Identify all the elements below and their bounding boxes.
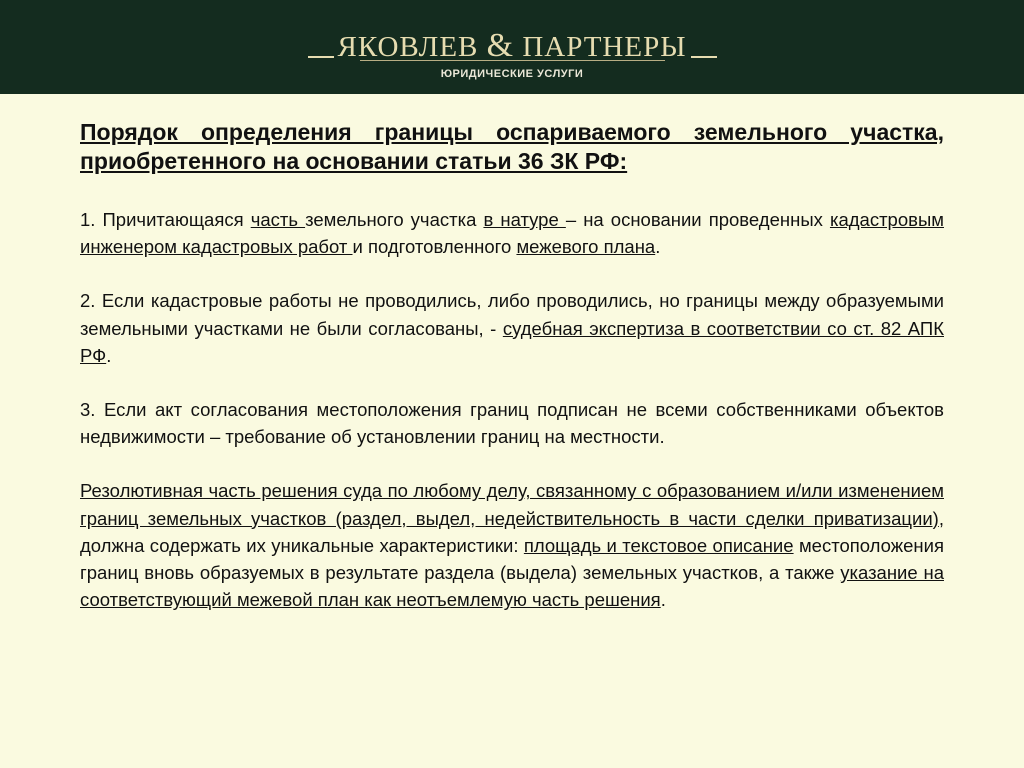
- p1-text-3: – на основании проведенных: [565, 209, 830, 230]
- paragraph-1: [80, 206, 944, 260]
- p3-text-1: 3. Если акт согласования местоположения границ подписан не всеми собственниками объектов недвижимости – требование об установлении границ на местности.: [80, 399, 944, 448]
- p4-text-2: местоположения границ вновь образуемых в результате раздела (выдела) земельных участков, а также: [80, 534, 944, 584]
- brand-subtitle: ЮРИДИЧЕСКИЕ УСЛУГИ: [440, 68, 584, 80]
- p2-underline-1: судебная экспертиза в соответствии со ст. 82 АПК РФ: [80, 317, 944, 366]
- slide-content: [80, 118, 944, 613]
- p4-underline-2: площадь и текстовое описание: [523, 534, 794, 556]
- brand-name-left: ЯКОВЛЕВ: [337, 31, 479, 63]
- p1-underline-1: часть: [250, 209, 306, 230]
- header-banner: [0, 0, 1024, 94]
- p4-underline-3: указание на соответствующий межевой план как неотъемлемую часть решения: [80, 562, 944, 611]
- paragraph-2: [80, 287, 944, 369]
- p1-text-5: .: [655, 236, 661, 258]
- p4-text-1: , должна содержать их уникальные характеристики:: [80, 507, 944, 556]
- p4-text-3: .: [660, 589, 666, 611]
- paragraph-4: [80, 477, 944, 613]
- brand-ampersand: &: [486, 27, 515, 64]
- brand-name-right: ПАРТНЕРЫ: [522, 31, 687, 63]
- logo-bar-right: [691, 56, 717, 58]
- logo-divider: [360, 60, 665, 61]
- p1-text-2: земельного участка: [305, 209, 484, 230]
- p1-text-4: и подготовленного: [352, 236, 517, 258]
- p1-underline-4: межевого плана: [516, 236, 656, 258]
- slide-title: Порядок определения границы оспариваемого земельного участка, приобретенного на основании статьи 36 ЗК РФ:: [80, 119, 944, 174]
- p1-text-1: 1. Причитающаяся: [80, 209, 251, 230]
- p2-text-1: 2. Если кадастровые работы не проводились, либо проводились, но границы между образуемыми земельными участками не были согласованы, -: [80, 290, 944, 339]
- p1-underline-3: кадастровым инженером кадастровых работ: [80, 209, 944, 258]
- p4-underline-1: Резолютивная часть решения суда по любому делу, связанному с образованием и/или изменением границ земельных участков (раздел, выдел, недействительность в части сделки приватизации): [80, 480, 944, 529]
- p1-underline-2: в натуре: [483, 209, 566, 230]
- logo-bar-left: [308, 56, 334, 58]
- paragraph-3: [80, 396, 944, 450]
- p2-text-2: .: [106, 344, 112, 366]
